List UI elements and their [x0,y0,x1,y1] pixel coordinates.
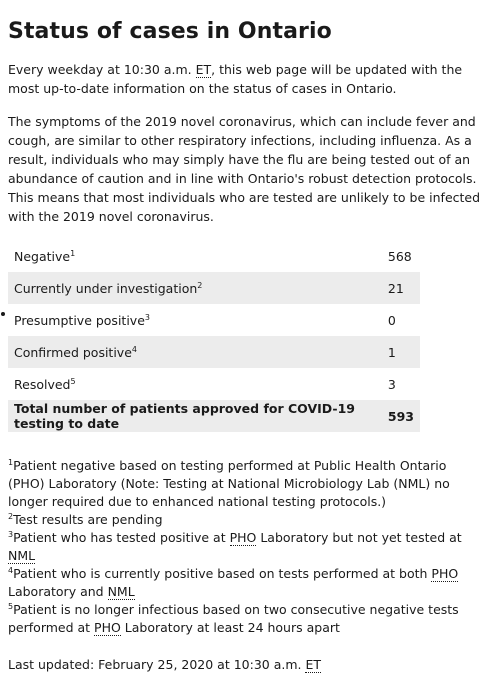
footnote-ref: 3 [144,312,150,322]
footnote-ref: 4 [131,344,137,354]
intro-paragraph-update [8,60,484,98]
row-value: 0 [387,312,396,328]
et-abbreviation[interactable]: ET [305,657,322,672]
table-row-total [8,400,420,432]
row-label: Presumptive positive$^3$ [14,312,150,328]
row-value: 21 [387,280,404,296]
pho-abbreviation[interactable]: PHO [431,566,459,581]
intro-paragraph-symptoms: The symptoms of the 2019 novel coronavirus, which can include fever and cough, are similar to other respiratory infections, including influenza. As a result, individuals who may simply have the flu are being tested out of an abundance of caution and in line with Ontario's robust detection protocols. This means that most individuals who are tested are unlikely to be infected with the 2019 novel coronavirus. [8,114,481,224]
footnote-5: $^5$Patient is no longer infectious based on two consecutive negative tests performed at PHO Laboratory at least 24 hours apart [8,601,459,635]
page-title: Status of cases in Ontario [8,19,332,44]
et-abbreviation[interactable]: ET [195,62,212,77]
row-label: Negative$^1$ [14,248,76,264]
footnote-ref: 5 [70,376,76,386]
nml-abbreviation[interactable]: NML [8,548,36,563]
table-row-confirmed-positive [8,336,420,368]
footnote-2: $^2$Test results are pending [8,511,163,527]
table-row-under-investigation [8,272,420,304]
bullet-dot [1,312,5,316]
table-row-presumptive-positive [8,304,420,336]
footnote-ref: 1 [70,248,76,258]
pho-abbreviation[interactable]: PHO [229,530,257,545]
total-label: Total number of patients approved for COVID-19 testing to date [14,401,355,431]
footnote-ref: 2 [197,280,203,290]
intro-text-after: , this web page will be updated with the most up-to-date information on the status of cases in Ontario. [8,62,463,96]
cases-status-table [8,240,420,432]
table-row-negative [8,240,420,272]
nml-abbreviation[interactable]: NML [107,584,135,599]
total-value: 593 [387,408,414,424]
row-label: Confirmed positive$^4$ [14,344,137,360]
intro-text-before: Every weekday at 10:30 a.m. [8,62,196,77]
row-value: 1 [387,344,396,360]
row-label: Currently under investigation$^2$ [14,280,203,296]
last-updated: Last updated: February 25, 2020 at 10:30 a.m. ET [8,657,322,672]
row-value: 568 [387,248,412,264]
footnotes [8,457,484,637]
row-value: 3 [387,376,396,392]
footnote-4: $^4$Patient who is currently positive based on tests performed at both PHO Laboratory and NML [8,565,459,599]
footnote-3: $^3$Patient who has tested positive at PHO Laboratory but not yet tested at NML [8,529,462,563]
footnote-1: $^1$Patient negative based on testing performed at Public Health Ontario (PHO) Laboratory (Note: Testing at National Microbiology Lab (NML) no longer required due to enhanced national testing protocols.) [8,457,450,509]
row-label: Resolved$^5$ [14,376,76,392]
table-row-resolved [8,368,420,400]
pho-abbreviation[interactable]: PHO [94,620,121,635]
